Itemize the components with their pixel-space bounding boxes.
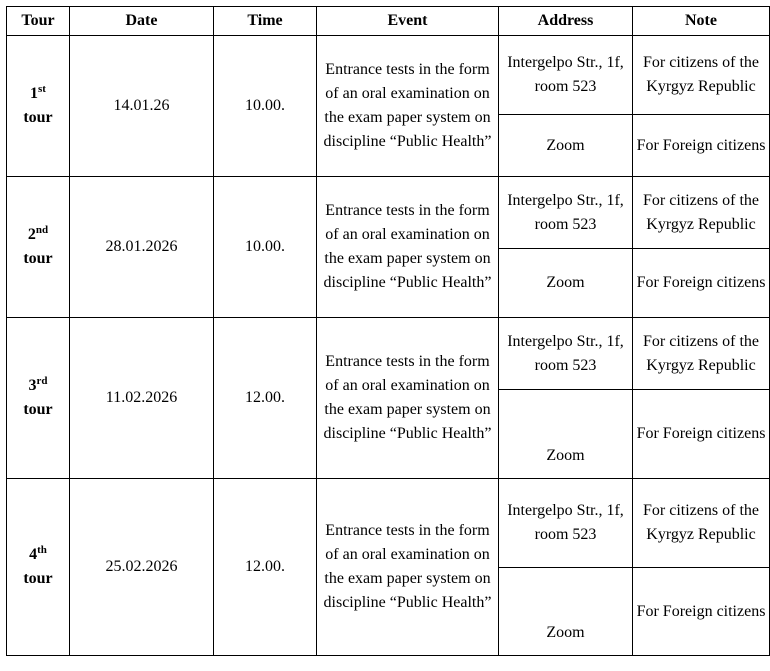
address-cell-primary: Intergelpo Str., 1f, room 523: [499, 177, 633, 249]
tour-number: 4: [29, 546, 38, 563]
note-cell-primary: For citizens of the Kyrgyz Republic: [633, 479, 770, 568]
note-cell-secondary: For Foreign citizens: [633, 249, 770, 318]
event-cell: Entrance tests in the form of an oral examination on the exam paper system on discipline “Public Health”: [317, 36, 499, 177]
tour-cell: [7, 36, 70, 177]
table-row: [7, 318, 770, 390]
header-tour: Tour: [7, 7, 70, 36]
note-cell-secondary: For Foreign citizens: [633, 115, 770, 177]
table-row: [7, 479, 770, 568]
date-cell: 11.02.2026: [70, 318, 214, 479]
note-cell-primary: For citizens of the Kyrgyz Republic: [633, 36, 770, 115]
tour-ordinal-suffix: nd: [35, 224, 49, 236]
tour-ordinal-suffix: rd: [36, 375, 48, 387]
event-cell: Entrance tests in the form of an oral examination on the exam paper system on discipline “Public Health”: [317, 318, 499, 479]
table-row: [7, 36, 770, 115]
tour-number: 3: [28, 377, 37, 394]
tour-ordinal-suffix: st: [38, 83, 46, 95]
address-cell-secondary: Zoom: [499, 390, 633, 479]
tour-word: tour: [23, 250, 53, 267]
time-cell: 10.00.: [214, 177, 317, 318]
time-cell: 12.00.: [214, 479, 317, 656]
exam-schedule-table: [6, 6, 770, 656]
address-cell-primary: Intergelpo Str., 1f, room 523: [499, 318, 633, 390]
header-date: Date: [70, 7, 214, 36]
time-cell: 10.00.: [214, 36, 317, 177]
date-cell: 25.02.2026: [70, 479, 214, 656]
note-cell-primary: For citizens of the Kyrgyz Republic: [633, 318, 770, 390]
tour-word: tour: [23, 109, 53, 126]
tour-ordinal-suffix: th: [37, 544, 47, 556]
date-cell: 14.01.26: [70, 36, 214, 177]
address-cell-primary: Intergelpo Str., 1f, room 523: [499, 479, 633, 568]
note-cell-primary: For citizens of the Kyrgyz Republic: [633, 177, 770, 249]
event-cell: Entrance tests in the form of an oral examination on the exam paper system on discipline “Public Health”: [317, 177, 499, 318]
tour-word: tour: [23, 401, 53, 418]
time-cell: 12.00.: [214, 318, 317, 479]
address-cell-secondary: Zoom: [499, 568, 633, 656]
table-row: [7, 177, 770, 249]
address-cell-primary: Intergelpo Str., 1f, room 523: [499, 36, 633, 115]
tour-cell: [7, 177, 70, 318]
tour-number: 1: [30, 85, 39, 102]
header-address: Address: [499, 7, 633, 36]
header-note: Note: [633, 7, 770, 36]
note-cell-secondary: For Foreign citizens: [633, 568, 770, 656]
address-cell-secondary: Zoom: [499, 249, 633, 318]
tour-cell: [7, 318, 70, 479]
tour-word: tour: [23, 570, 53, 587]
tour-number: 2: [27, 226, 36, 243]
event-cell: Entrance tests in the form of an oral examination on the exam paper system on discipline “Public Health”: [317, 479, 499, 656]
date-cell: 28.01.2026: [70, 177, 214, 318]
header-event: Event: [317, 7, 499, 36]
tour-cell: [7, 479, 70, 656]
header-time: Time: [214, 7, 317, 36]
address-cell-secondary: Zoom: [499, 115, 633, 177]
note-cell-secondary: For Foreign citizens: [633, 390, 770, 479]
table-header-row: [7, 7, 770, 36]
